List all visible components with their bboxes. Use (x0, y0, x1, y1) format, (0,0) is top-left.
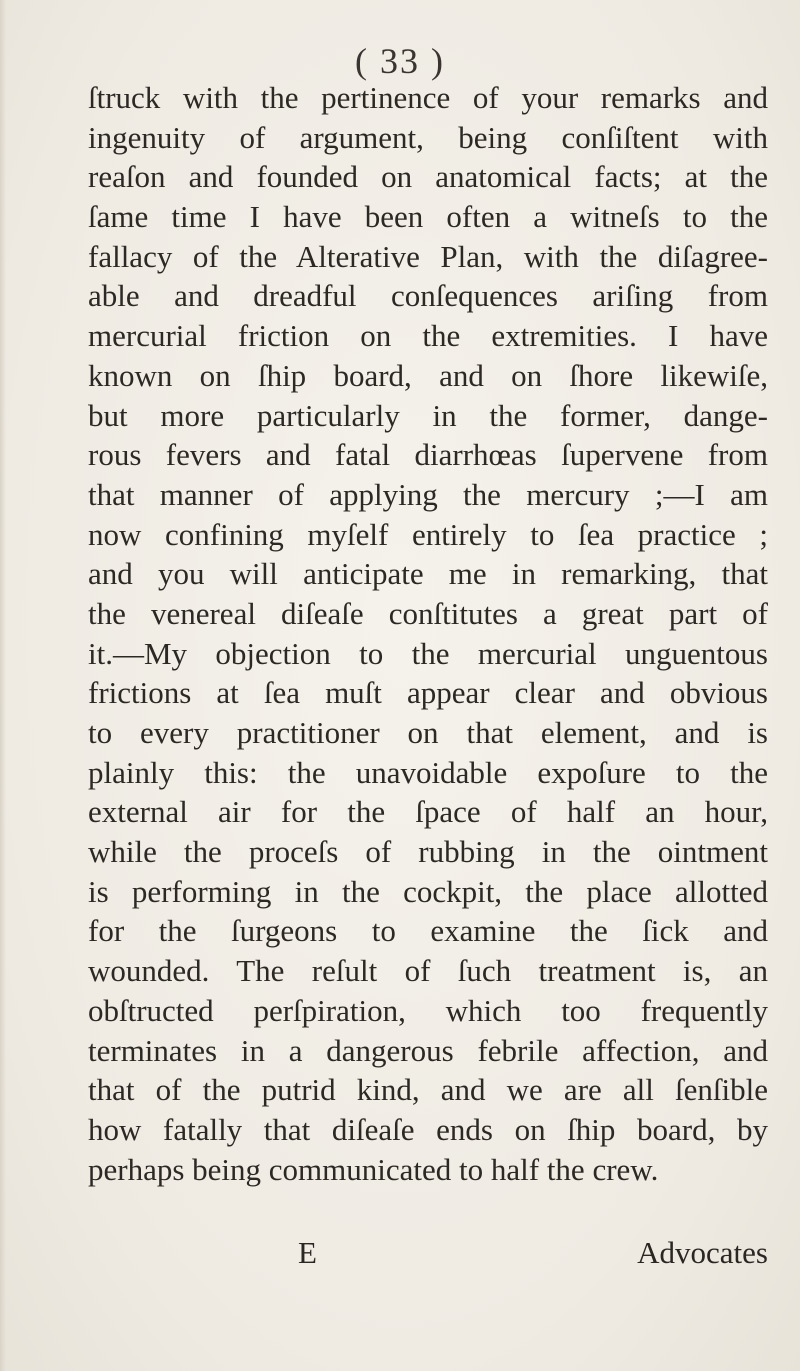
text-line: known on ſhip board, and on ſhore likewiſe, (88, 357, 768, 393)
text-line: while the proceſs of rubbing in the ointment (88, 834, 768, 870)
text-line: how fatally that diſeaſe ends on ſhip board, by (88, 1111, 768, 1147)
text-line: the venereal diſeaſe conſtitutes a great part of (88, 595, 768, 631)
page-footer (88, 1235, 768, 1275)
text-line: but more particularly in the former, dange- (88, 397, 768, 433)
text-line: wounded. The reſult of ſuch treatment is, an (88, 953, 768, 989)
text-line: ſtruck with the pertinence of your remarks and (88, 80, 768, 115)
text-line: fallacy of the Alterative Plan, with the diſagree- (88, 238, 768, 274)
text-line: for the ſurgeons to examine the ſick and (88, 913, 768, 949)
text-line: to every practitioner on that element, and is (88, 715, 768, 750)
text-line: is performing in the cockpit, the place allotted (88, 873, 768, 909)
text-line: perhaps being communicated to half the crew. (88, 1151, 659, 1187)
text-line: plainly this: the unavoidable expoſure to the (88, 754, 768, 790)
text-line: terminates in a dangerous febrile affection, and (88, 1032, 768, 1068)
text-line: ſame time I have been often a witneſs to the (88, 199, 768, 235)
page-number: ( 33 ) (355, 41, 445, 81)
catchword: Advocates (637, 1235, 768, 1270)
text-line: external air for the ſpace of half an hour, (88, 794, 768, 830)
text-line: obſtructed perſpiration, which too frequently (88, 992, 768, 1028)
text-line: it.—My objection to the mercurial unguentous (88, 635, 768, 671)
text-line: reaſon and founded on anatomical facts; at the (88, 159, 768, 195)
text-line: able and dreadful conſequences ariſing from (88, 278, 768, 314)
signature-mark: E (298, 1235, 317, 1270)
body-text (88, 78, 768, 1189)
page-gutter-shadow (0, 0, 6, 1371)
text-line: and you will anticipate me in remarking, that (88, 556, 768, 592)
text-line: rous fevers and fatal diarrhœas ſupervene from (88, 437, 768, 473)
text-line: ingenuity of argument, being conſiſtent with (88, 119, 768, 155)
text-line: that of the putrid kind, and we are all ſenſible (88, 1072, 768, 1108)
text-line: now confining myſelf entirely to ſea practice ; (88, 516, 768, 552)
text-line: mercurial friction on the extremities. I have (88, 318, 768, 354)
text-line: frictions at ſea muſt appear clear and obvious (88, 675, 768, 711)
text-line: that manner of applying the mercury ;—I am (88, 476, 768, 512)
